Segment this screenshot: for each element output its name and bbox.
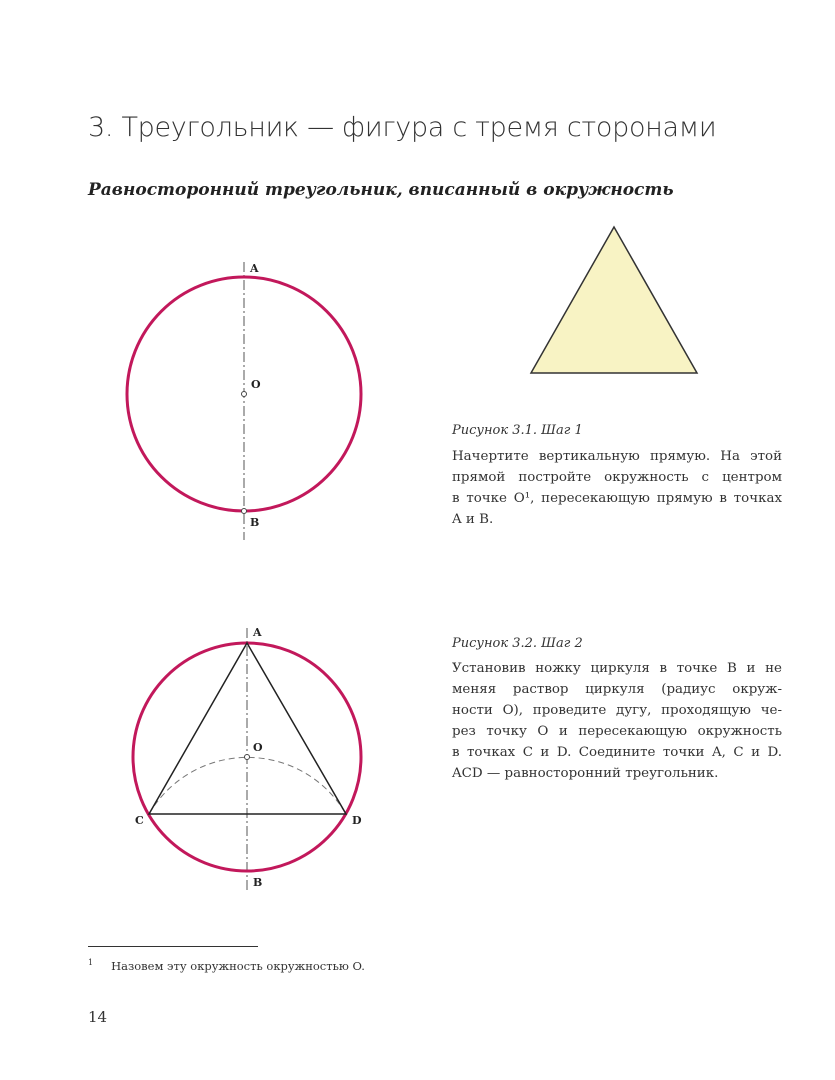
figure-1-drawing [127,262,361,540]
text-line: Установив ножку циркуля в точке B и не [452,661,782,676]
figure-2-drawing [133,626,362,890]
label-o: O [251,378,261,391]
label-b: B [250,516,260,529]
figure-1-caption: Рисунок 3.1. Шаг 1 [452,423,583,438]
point-o [245,755,250,760]
equilateral-triangle-illustration [531,227,697,373]
text-line: в точках C и D. Соедините точки A, C и D. [452,745,782,760]
label-c: C [135,814,144,827]
text-line: меняя раствор циркуля (радиус окруж- [452,682,782,697]
point-o [242,392,247,397]
footnote-text: Назовем эту окружность окружностью O. [111,958,365,973]
page-title: 3. Треугольник — фигура с тремя сторонами [88,112,717,143]
label-b: B [253,876,263,889]
label-a: A [250,262,259,275]
text-line: ACD — равносторонний треугольник. [452,766,719,781]
text-line: прямой постройте окружность с центром [452,470,782,485]
point-b [242,509,247,514]
text-line: Начертите вертикальную прямую. На этой [452,449,782,464]
section-subtitle: Равносторонний треугольник, вписанный в окружность [88,180,674,200]
footnote-mark: 1 [88,958,94,967]
text-line: A и B. [452,512,494,527]
figure-2-text [452,658,782,784]
footnote [88,958,365,973]
footnote-divider [88,946,258,947]
label-a: A [253,626,262,639]
text-line: рез точку O и пересекающую окружность [452,724,782,739]
figure-2-caption: Рисунок 3.2. Шаг 2 [452,636,583,651]
figure-1-text [452,446,782,530]
label-d: D [352,814,362,827]
page-number: 14 [88,1008,108,1026]
label-o: O [253,741,263,754]
text-line: в точке O¹, пересекающую прямую в точках [452,491,782,506]
text-line: ности O), проведите дугу, проходящую че- [452,703,782,718]
